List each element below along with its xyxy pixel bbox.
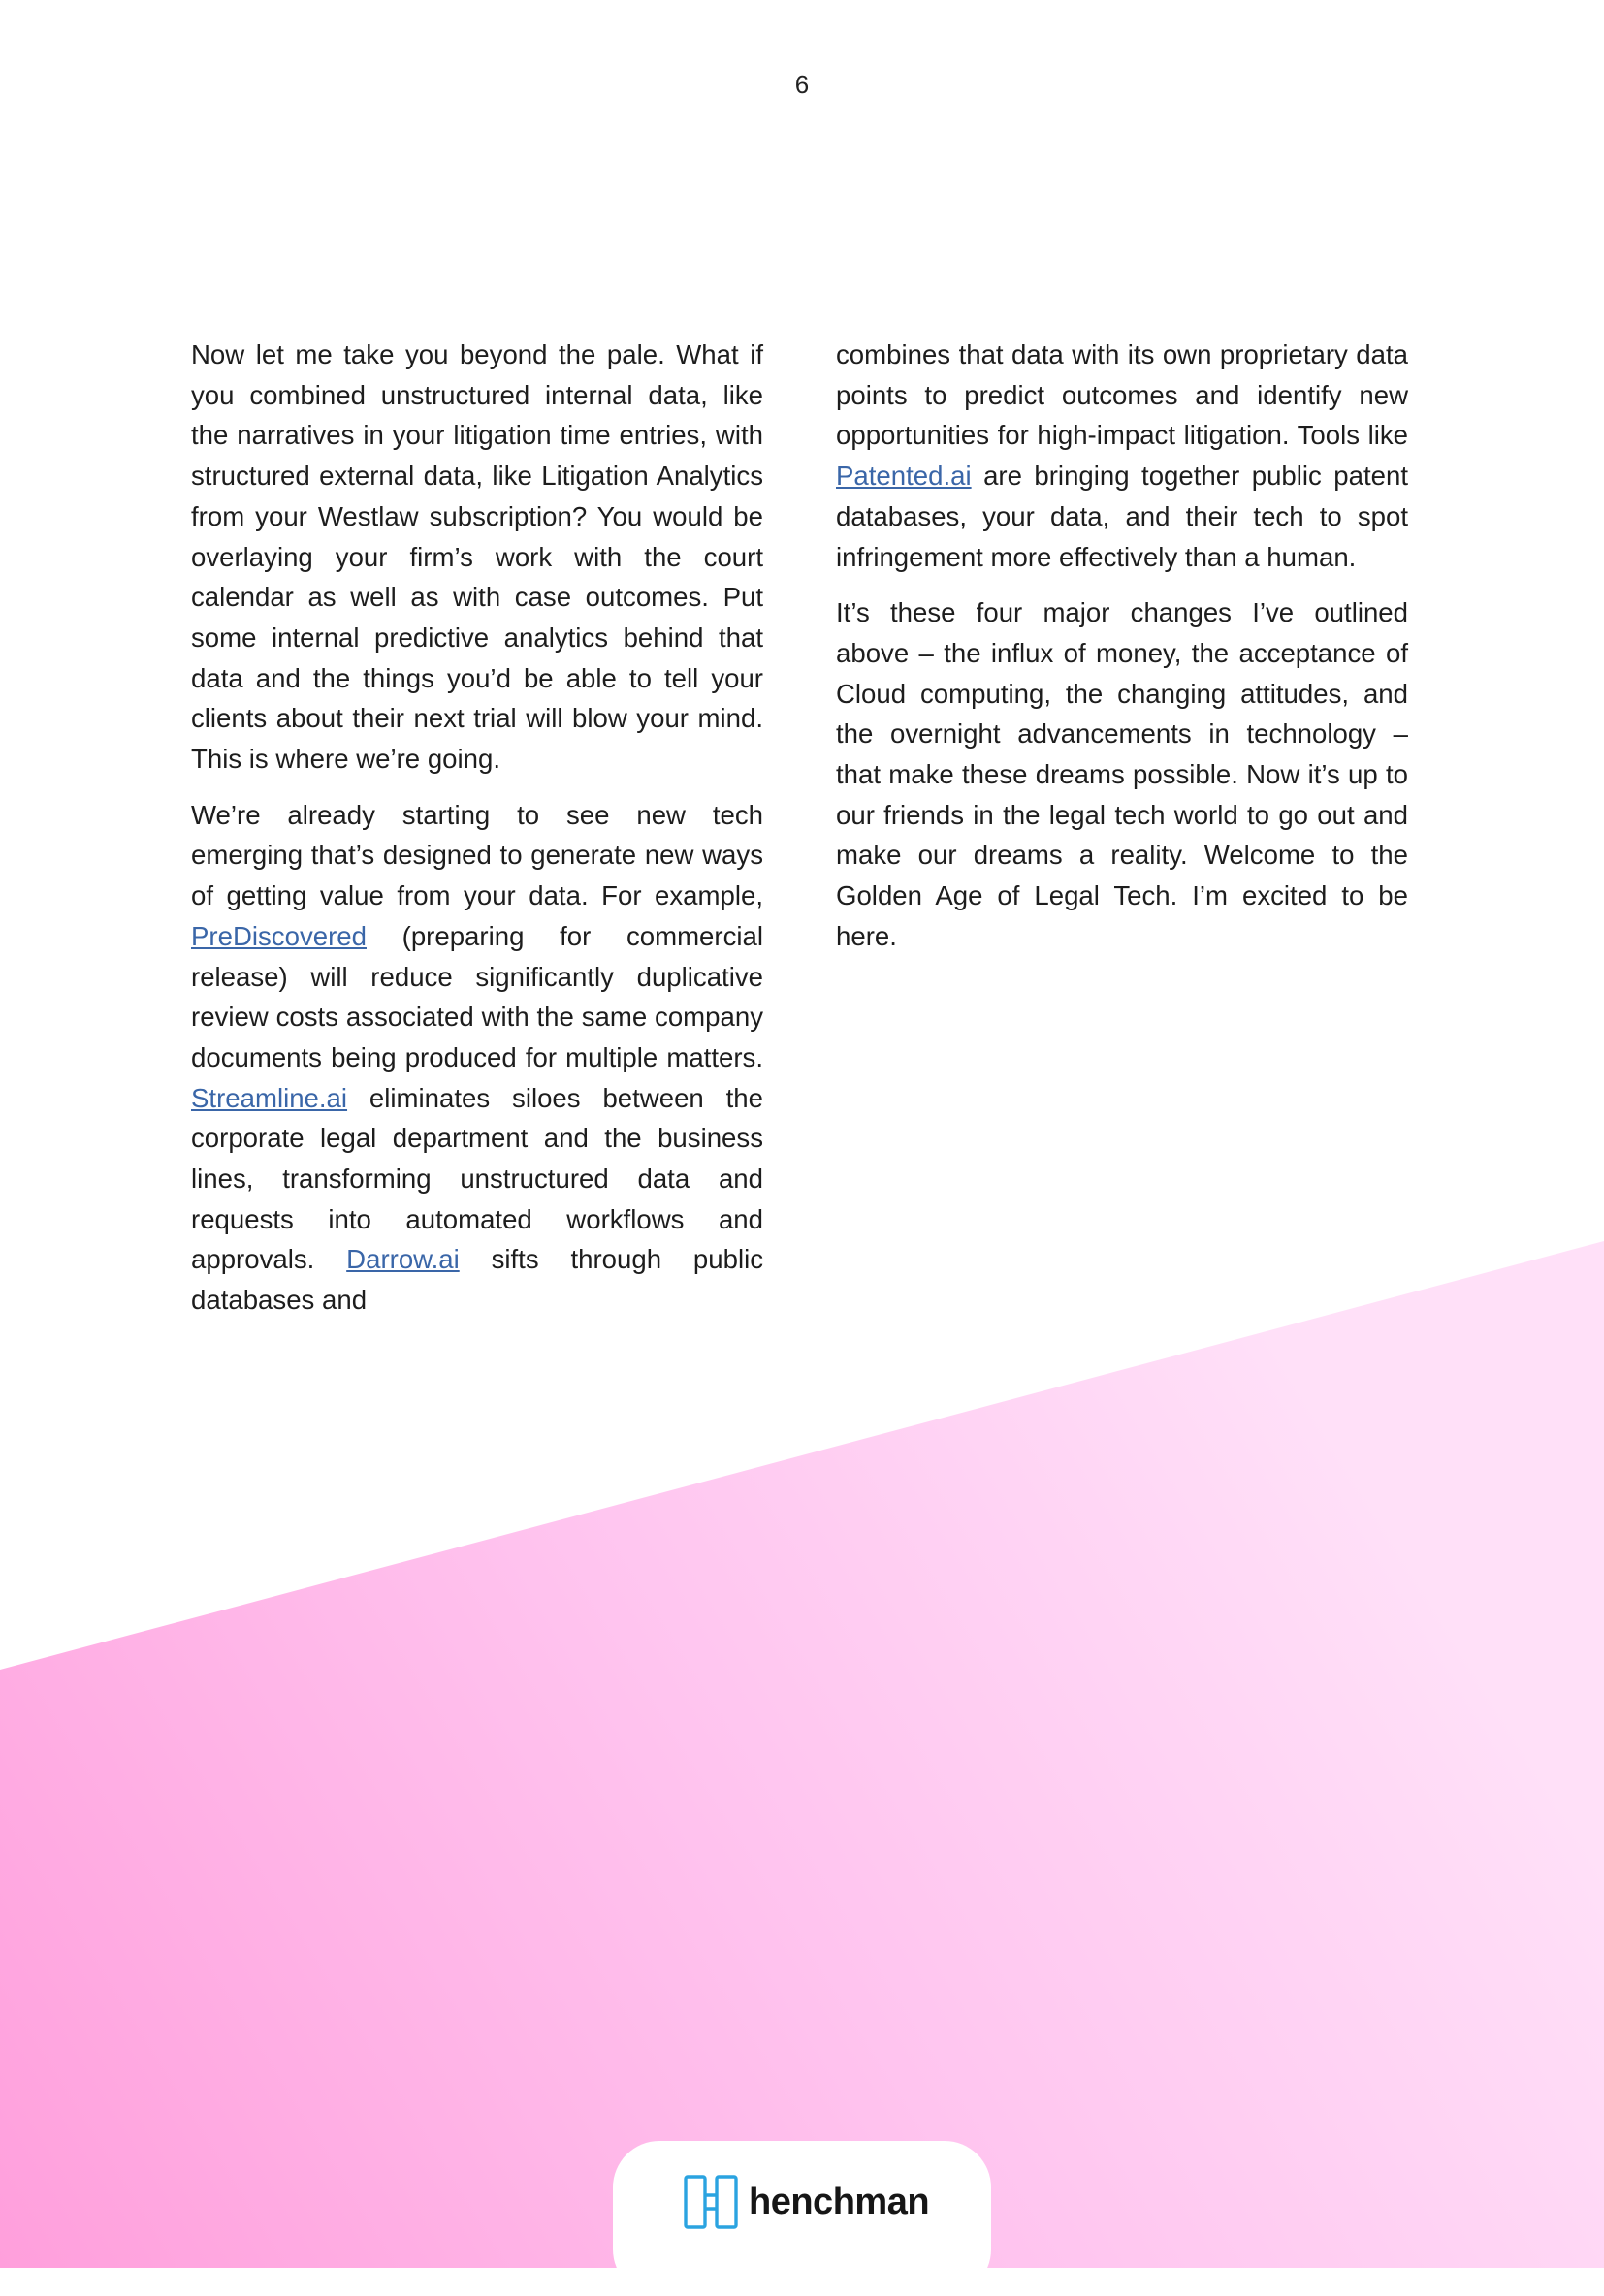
paragraph-text: We’re already starting to see new tech emerging that’s designed to generate new ways of getting value from your data. For example,	[191, 799, 763, 911]
paragraph-text: eliminates siloes between the corporate legal department and the business lines, transforming unstructured data and requests into automated workflows and approvals.	[191, 1082, 763, 1275]
streamline-ai-link[interactable]: Streamline.ai	[191, 1082, 348, 1113]
paragraph-text: sifts through public databases and	[191, 1244, 763, 1316]
right-column	[836, 335, 1408, 973]
footer-logo-tab	[613, 2141, 991, 2296]
henchman-logo-icon	[683, 2174, 739, 2230]
paragraph: It’s these four major changes I’ve outlined above – the influx of money, the acceptance of Cloud computing, the changing attitudes, and the overnight advancements in technology – that make these dreams possible. Now it’s up to our friends in the legal tech world to go out and make our dreams a reality. Welcome to the Golden Age of Legal Tech. I’m excited to be here.	[836, 597, 1408, 951]
paragraph	[191, 795, 763, 1321]
paragraph-text: are bringing together public patent databases, your data, and their tech to spot infringement more effectively than a human.	[836, 461, 1408, 572]
paragraph-text: combines that data with its own proprietary data points to predict outcomes and identify new opportunities for high-impact litigation. Tools like	[836, 339, 1408, 451]
paragraph	[836, 335, 1408, 577]
darrow-ai-link[interactable]: Darrow.ai	[346, 1244, 460, 1275]
patented-ai-link[interactable]: Patented.ai	[836, 461, 972, 492]
paragraph-text: (preparing for commercial release) will reduce significantly duplicative review costs associated with the same company documents being produced for multiple matters.	[191, 920, 763, 1072]
paragraph: Now let me take you beyond the pale. What if you combined unstructured internal data, like the narratives in your litigation time entries, with structured external data, like Litigation Analytics from your Westlaw subscription? You would be overlaying your firm’s work with the court calendar as well as with case outcomes. Put some internal predictive analytics behind that data and the things you’d be able to tell your clients about their next trial will blow your mind. This is where we’re going.	[191, 339, 763, 775]
prediscovered-link[interactable]: PreDiscovered	[191, 920, 367, 951]
brand-wordmark: henchman	[749, 2182, 930, 2222]
page-number: 6	[794, 70, 810, 99]
left-column	[191, 335, 763, 1336]
